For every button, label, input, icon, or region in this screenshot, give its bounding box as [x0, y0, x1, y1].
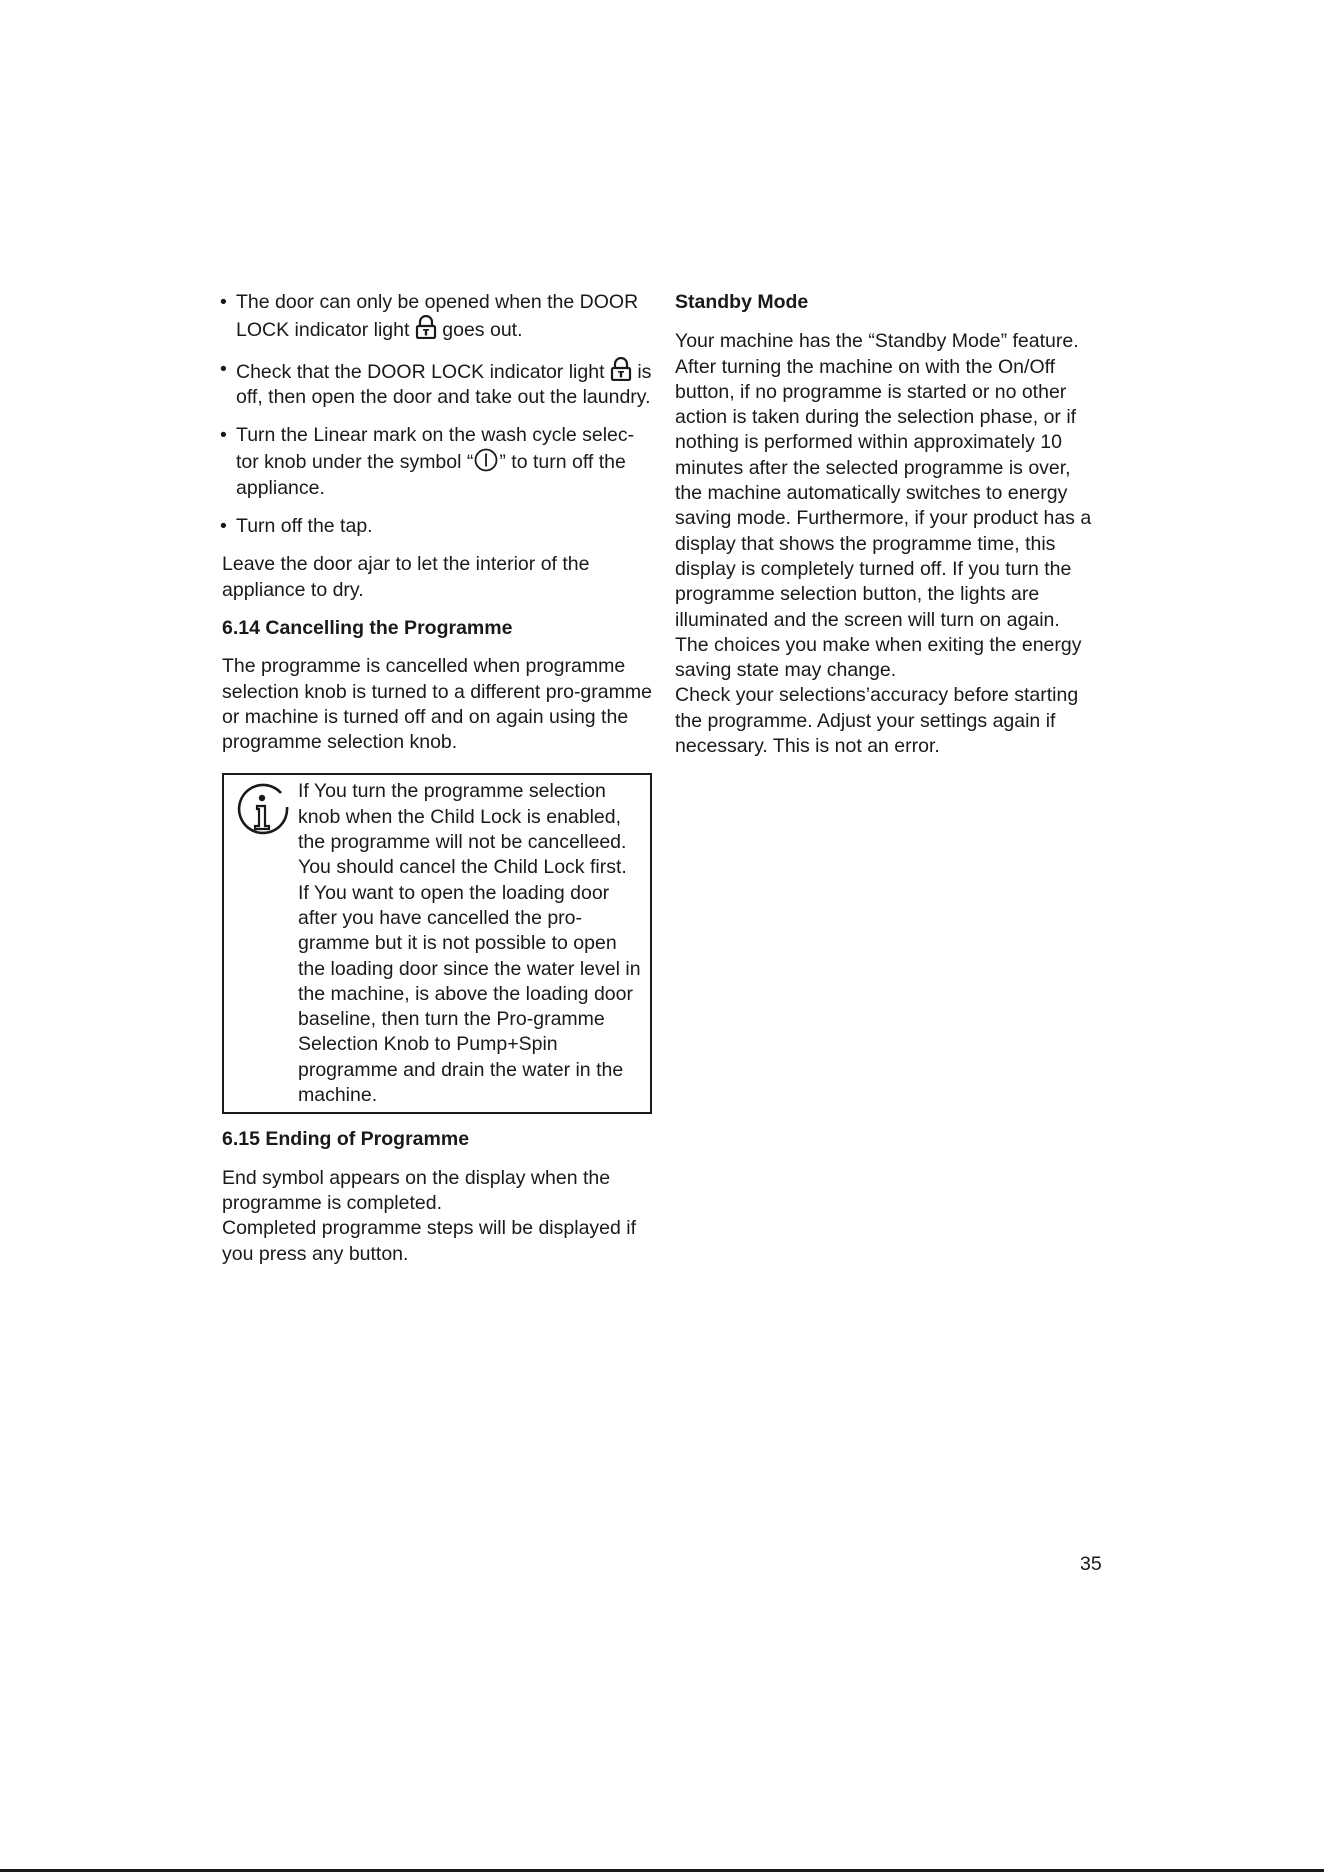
bullet-turn-off-tap: • Turn off the tap. [222, 514, 652, 539]
section-body-6-15-line2: Completed programme steps will be displayed if you press any button. [222, 1217, 637, 1265]
section-body-6-14: The programme is cancelled when programme selection knob is turned to a different pro-gramme or machine is turned off and on again using the programme selection knob. [222, 655, 652, 754]
leave-door-text: Leave the door ajar to let the interior of the appliance to dry. [222, 553, 590, 601]
bullet-list [222, 290, 652, 539]
bullet-door-opened: • The door can only be opened when the DOOR LOCK indicator light goes out. [222, 290, 652, 344]
right-column [675, 290, 1095, 772]
standby-mode-para2: Check your selections’accuracy before starting the programme. Adjust your settings again if necessary. This is not an error. [675, 684, 1079, 758]
left-column [222, 290, 652, 1280]
section-body-6-15-line1: End symbol appears on the display when the programme is completed. [222, 1166, 611, 1214]
padlock-icon [610, 357, 632, 381]
padlock-icon [415, 315, 437, 339]
info-icon [230, 783, 298, 843]
standby-mode-heading: Standby Mode [675, 291, 809, 313]
bullet-check-lock: • Check that the DOOR LOCK indicator light is off, then open the door and take out the laundry. [222, 357, 652, 411]
section-heading-6-15: 6.15 Ending of Programme [222, 1128, 470, 1151]
standby-mode-para1: Your machine has the “Standby Mode” feature. After turning the machine on with the On/Off button, if no programme is started or no other action is taken during the selection phase, or if nothing is performed within approximately 10 minutes after the selected programme is over, the machine automatically switches to energy saving mode. Furthermore, if your product has a display that shows the programme time, this display is completely turned off. If you turn the programme selection button, the lights are illuminated and the screen will turn on again. The choices you make when exiting the energy saving state may change. [675, 330, 1092, 682]
page-number: 35 [1080, 1553, 1102, 1575]
info-note-box [222, 773, 652, 1114]
power-icon [473, 448, 499, 472]
bullet-turn-off-appliance: • Turn the Linear mark on the wash cycle selec-tor knob under the symbol “ ” to turn off the appliance. [222, 423, 652, 501]
section-heading-6-14: 6.14 Cancelling the Programme [222, 616, 513, 639]
info-note-text: If You turn the programme selection knob when the Child Lock is enabled, the programme will not be cancelleed. You should cancel the Child Lock first. If You want to open the loading door after you have cancelled the pro-gramme but it is not possible to open the loading door since the water level in the machine, is above the loading door baseline, then turn the Pro-gramme Selection Knob to Pump+Spin programme and drain the water in the machine. [298, 780, 641, 1107]
